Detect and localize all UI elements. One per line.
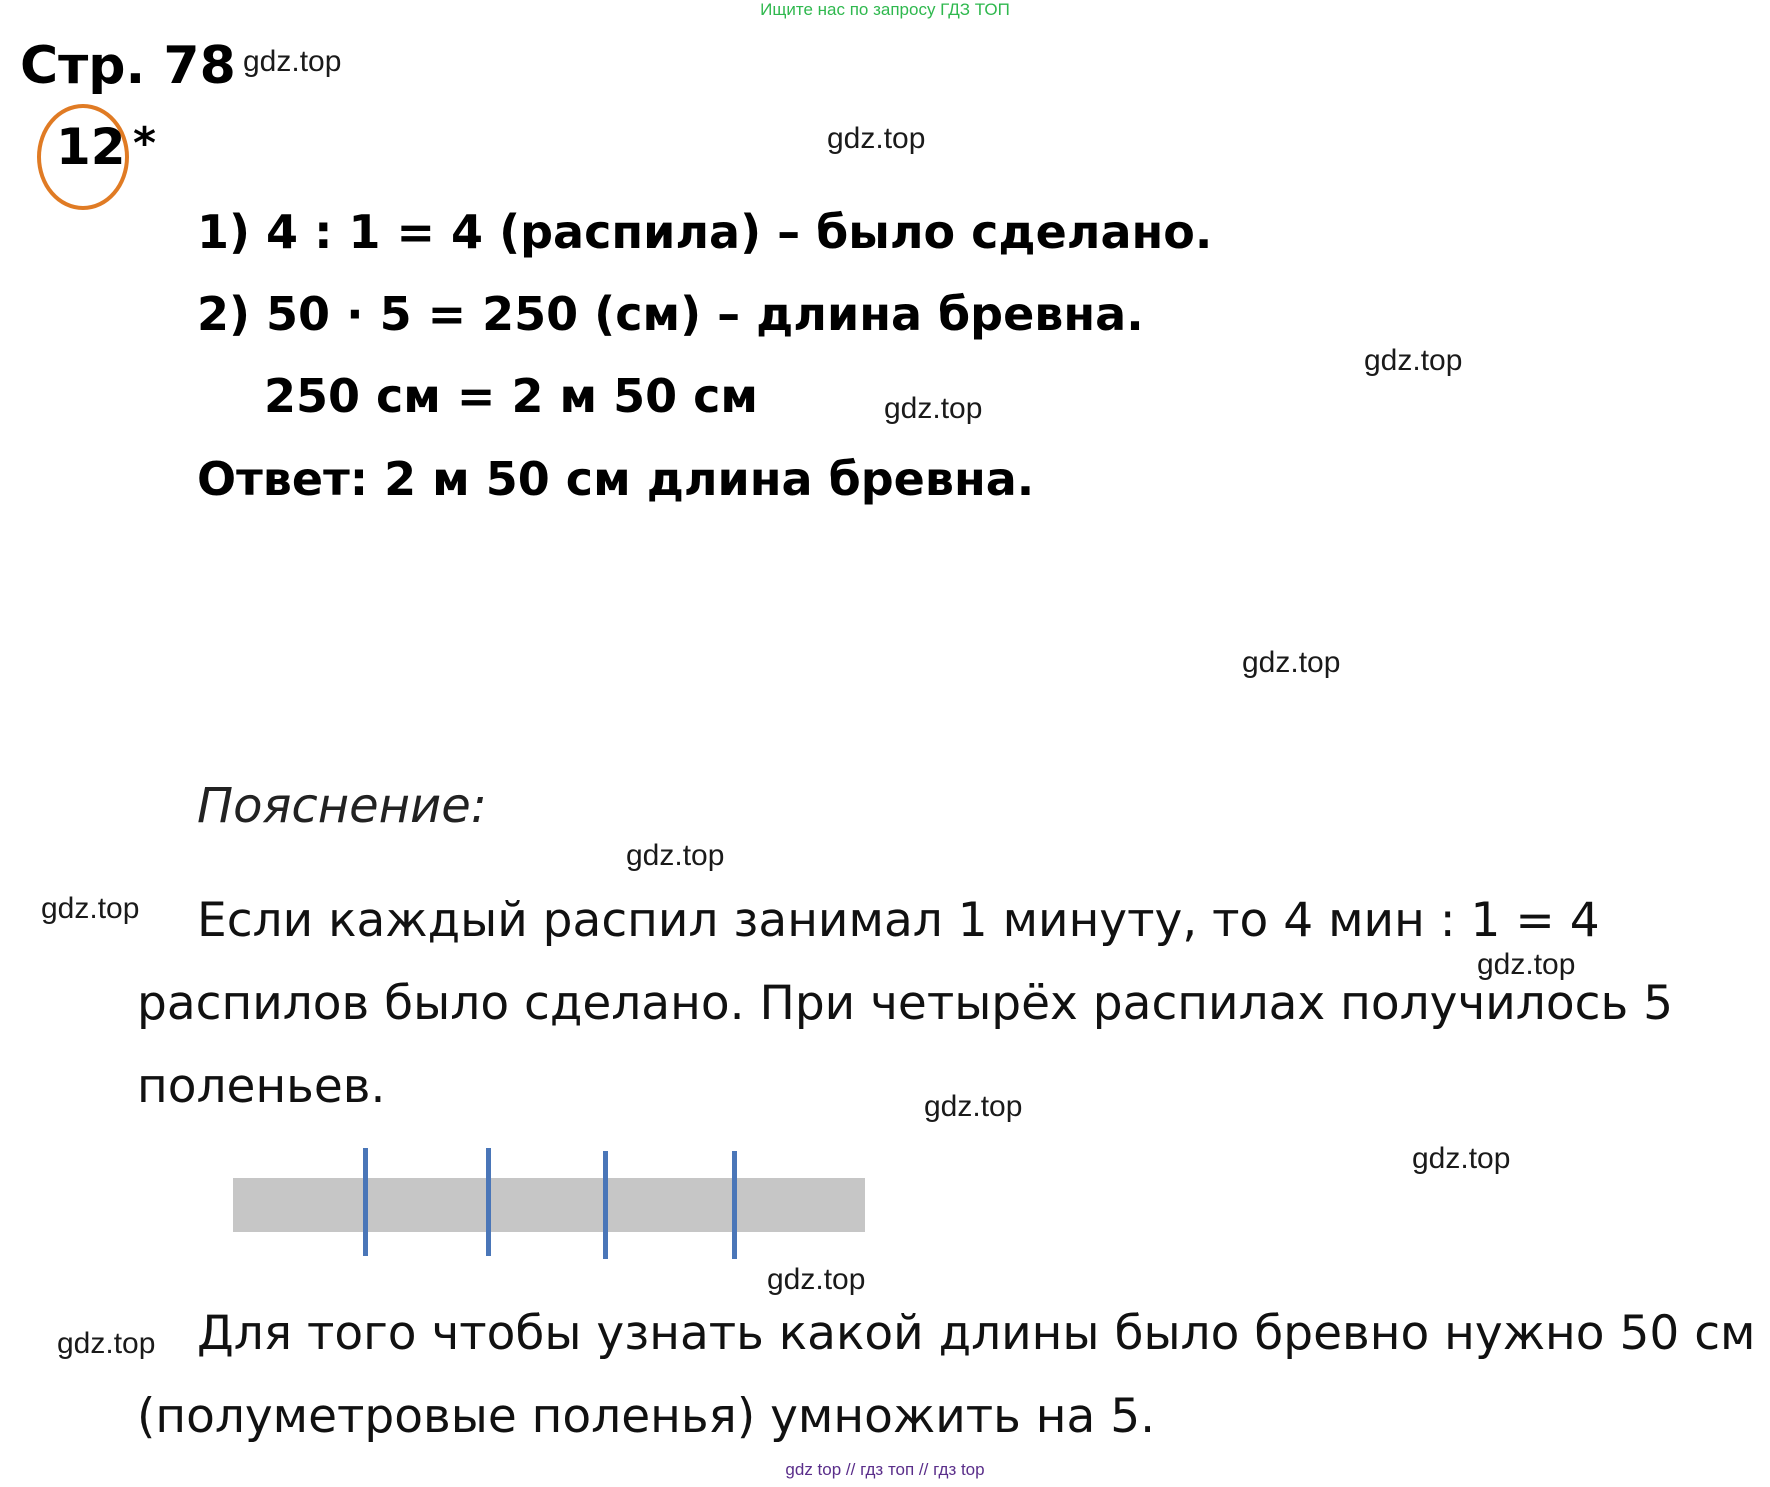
- solution-step-1: 1) 4 : 1 = 4 (распила) – было сделано.: [197, 205, 1213, 259]
- solution-step-2: 2) 50 · 5 = 250 (см) – длина бревна.: [197, 287, 1144, 341]
- watermark: gdz.top: [1412, 1142, 1511, 1175]
- watermark: gdz.top: [41, 892, 140, 925]
- explanation-text-line: Если каждый распил занимал 1 минуту, то 4 мин : 1 = 4: [197, 893, 1600, 948]
- log-illustration: [233, 1178, 865, 1232]
- task-number: 12: [56, 118, 126, 176]
- solution-conversion: 250 см = 2 м 50 см: [264, 369, 759, 423]
- saw-cut-line: [363, 1148, 368, 1256]
- watermark: gdz.top: [827, 122, 926, 155]
- watermark: gdz.top: [1477, 948, 1576, 981]
- watermark: gdz.top: [626, 839, 725, 872]
- watermark: gdz.top: [1364, 344, 1463, 377]
- watermark: gdz.top: [884, 392, 983, 425]
- task-star-mark: *: [133, 118, 157, 169]
- search-hint: Ищите нас по запросу ГДЗ ТОП: [760, 0, 1010, 19]
- saw-cut-line: [732, 1151, 737, 1259]
- explanation-text-line: поленьев.: [137, 1059, 386, 1114]
- watermark: gdz.top: [767, 1263, 866, 1296]
- explanation-title: Пояснение:: [197, 778, 487, 834]
- footer-watermark: gdz top // гдз топ // гдз top: [785, 1460, 985, 1479]
- explanation-text-line: (полуметровые поленья) умножить на 5.: [137, 1389, 1156, 1444]
- solution-answer: Ответ: 2 м 50 см длина бревна.: [197, 452, 1035, 506]
- watermark: gdz.top: [1242, 646, 1341, 679]
- saw-cut-line: [603, 1151, 608, 1259]
- page-reference: Стр. 78: [20, 36, 236, 96]
- watermark: gdz.top: [57, 1327, 156, 1360]
- watermark: gdz.top: [924, 1090, 1023, 1123]
- explanation-text-line: Для того чтобы узнать какой длины было бревно нужно 50 см: [197, 1306, 1756, 1361]
- watermark: gdz.top: [243, 45, 342, 78]
- explanation-text-line: распилов было сделано. При четырёх распилах получилось 5: [137, 976, 1673, 1031]
- saw-cut-line: [486, 1148, 491, 1256]
